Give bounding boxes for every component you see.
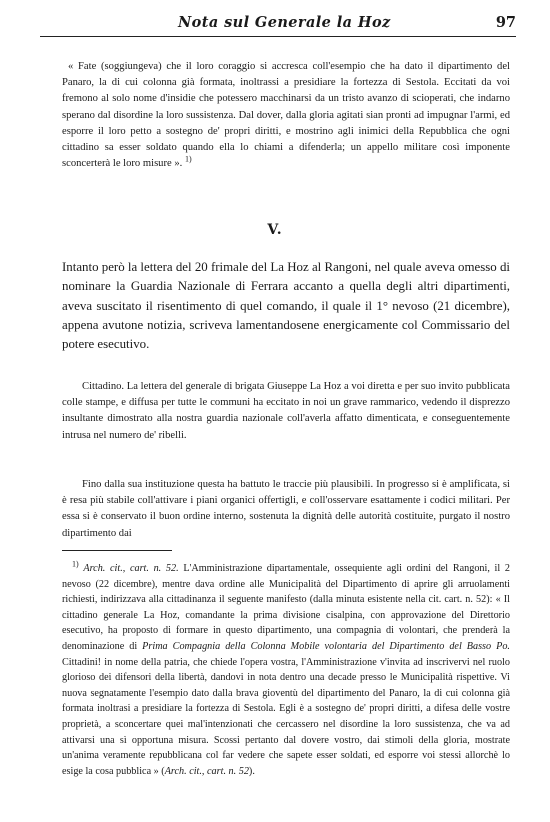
section-heading: V.: [267, 222, 283, 238]
footnote-marker: 1): [72, 559, 79, 569]
letter-paragraph-2: Fino dalla sua instituzione questa ha battuto le traccie più plausibili. In progresso si è amplificata, si è resa più stabile coll'attivare i piani organici offertigli, e coll'osservare esattamente i codici militari. Per essa si è conservato il buon ordine interno, sostenuta la dignità delle autorità costituite, purgato il nostro dipartimento dai: [62, 479, 510, 539]
footnote-reference: 1): [184, 154, 192, 164]
footnote-closing-end: ).: [248, 765, 255, 777]
footnote-text-a: L'Amministrazione dipartamentale, ossequiente agli ordini del Rangoni, il 2 nevoso (22 dicembre), mentre dava ordine alle Municipalità del Dipartimento di aprire gli arruolamenti richiesti, indirizzava alla cittadinanza il seguente manifesto (dalla minuta esistente nella cit. cart. n. 52): « Il cittadino generale La Hoz, comandante la prima divisione cisalpina, con approvazione del Direttorio esecutivo, ha proposto di formare in questo dipartimento, una compagnia di volontari, che prenderà la denominazione di: [62, 563, 510, 652]
footnote-source-ref: Arch. cit., cart. n. 52.: [83, 563, 179, 574]
footnote-rule: [62, 550, 172, 551]
header-rule: [40, 36, 516, 37]
quote-text: « Fate (soggiungeva) che il loro coraggio si accresca coll'esempio che ha dato il dipartimento del Panaro, la di cui colonna già formata, inoltrassi a presidiare la fortezza di Sestola. Eccitati da voi fremono al solo nome d'insidie che potessero macchinarsi da un tristo avanzo di scioperati, che indarno sperano dal disordine la loro sussistenza. Dal dover, dalla gloria agitati sian pronti ad impugnar l'armi, ed esporre il loro petto a sostegno de' propri diritti, e mostrino agli inimici della Repubblica che ogni cittadino sa esser soldato quando ella lo chiami a difenderla; un appello militare così imponente sconcerterà le loro misure ».: [62, 61, 510, 170]
footnote-company-name: Prima Compagnia della Colonna Mobile volontaria del Dipartimento del Basso Po.: [142, 640, 510, 652]
footnote-text-b: Cittadini! in nome della patria, che chiede l'opera vostra, l'Amministrazione v'invita ad inscrivervi nel ruolo glorioso dei difensori della libertà, dandovi in nota dentro una decade presso le Municipalità rispettive. Vi nuova segnatamente l'esempio dato dalla brava gioventù del dipartimento del Panaro, la di cui colonna già formata inoltrasi a presidiare la fortezza di Sestola. Egli è a sostegno de' propri diritti, a difesa delle vostre proprietà, a sconcertare quei mal'intenzionati che cercassero nel disordine la loro sussistenza, che va ad attivarsi una sì opportuna misura. Scossi pertanto dal dovere vostro, dai stimoli della gloria, mostrate un'anima veramente repubblicana col far vedere che sapete esser soldati, ed esporre voi stessi allorchè lo esige la cosa pubblica » (: [62, 656, 510, 777]
letter-paragraph-1: Cittadino. La lettera del generale di brigata Giuseppe La Hoz a voi diretta e per suo invito pubblicata colle stampe, e diffusa per tutte le communi ha eccitato in noi un grave rammarico, vedendo il disprezzo insultante dimostrato alla nostra guardia nazionale coll'averla affatto dimenticata, e conseguentemente intrusa nel numero de' ribelli.: [62, 381, 510, 441]
intro-paragraph: Intanto però la lettera del 20 frimale del La Hoz al Rangoni, nel quale aveva omesso di nominare la Guardia Nazionale di Ferrara accanto a quella degli altri dipartimenti, aveva suscitato il risentimento di quel comando, il quale il 1° nevoso (21 dicembre), appena avutone notizia, scriveva lamentandosene energicamente col Commissario del potere esecutivo.: [62, 260, 510, 352]
running-title: Nota sul Generale la Hoz: [178, 14, 391, 31]
footnote-closing-ref: Arch. cit., cart. n. 52: [164, 765, 249, 777]
footnote: [62, 561, 510, 779]
quote-paragraph: [62, 59, 510, 172]
running-header: [40, 14, 516, 36]
page-number: 97: [495, 14, 516, 31]
